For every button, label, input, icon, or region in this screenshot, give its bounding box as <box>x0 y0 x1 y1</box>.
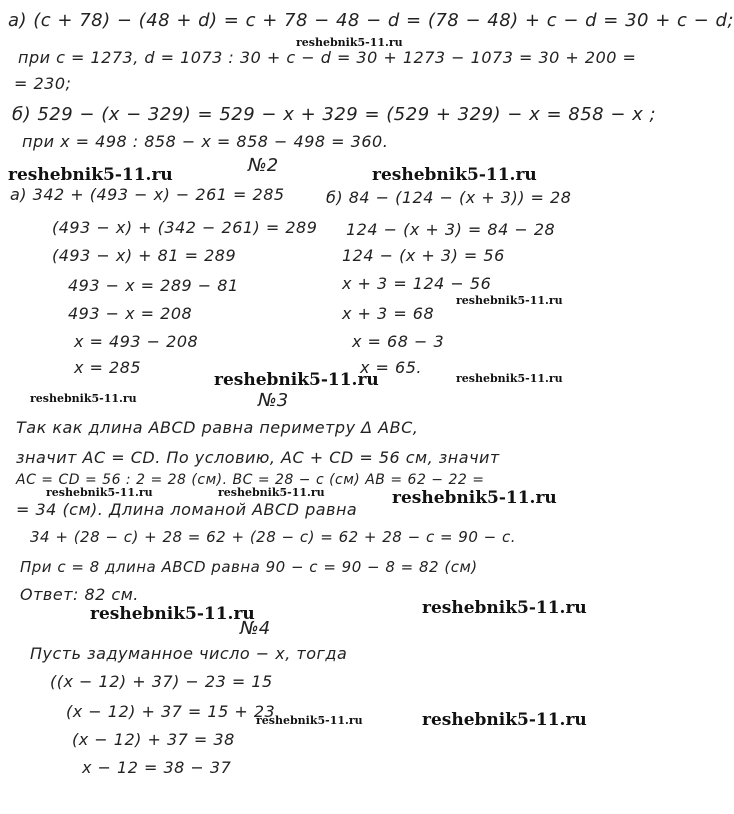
problem1-line-a3: = 230; <box>14 74 72 93</box>
problem4-line: (x − 12) + 37 = 38 <box>72 730 235 749</box>
problem2-left-line: 493 − x = 289 − 81 <box>68 276 239 295</box>
watermark: reshebnik5-11.ru <box>296 36 403 49</box>
problem2-right-line: x = 68 − 3 <box>352 332 445 351</box>
problem3-heading: №3 <box>258 390 289 411</box>
problem2-heading: №2 <box>248 155 279 176</box>
watermark: reshebnik5-11.ru <box>456 372 563 385</box>
problem2-left-line: x = 285 <box>74 358 142 377</box>
problem2-right-line: x + 3 = 124 − 56 <box>342 274 492 293</box>
watermark: reshebnik5-11.ru <box>46 486 153 499</box>
watermark: reshebnik5-11.ru <box>8 165 173 185</box>
watermark: reshebnik5-11.ru <box>214 370 379 390</box>
problem3-line: Так как длина ABCD равна периметру Δ ABC, <box>16 418 419 437</box>
watermark: reshebnik5-11.ru <box>392 488 557 508</box>
problem2-left-line: (493 − x) + (342 − 261) = 289 <box>52 218 318 237</box>
problem4-heading: №4 <box>240 618 271 639</box>
problem4-line: ((x − 12) + 37) − 23 = 15 <box>50 672 273 691</box>
problem3-line: AC = CD = 56 : 2 = 28 (см). BC = 28 − c (см) AB = 62 − 22 = <box>16 472 485 488</box>
watermark: reshebnik5-11.ru <box>90 604 255 624</box>
problem4-line: x − 12 = 38 − 37 <box>82 758 232 777</box>
watermark: reshebnik5-11.ru <box>422 598 587 618</box>
problem1-line-a: а) (c + 78) − (48 + d) = c + 78 − 48 − d = (78 − 48) + c − d = 30 + c − d; <box>8 10 734 31</box>
problem2-right-line: 124 − (x + 3) = 84 − 28 <box>346 220 556 239</box>
watermark: reshebnik5-11.ru <box>422 710 587 730</box>
problem2-left-line: (493 − x) + 81 = 289 <box>52 246 237 265</box>
problem4-line: (x − 12) + 37 = 15 + 23 <box>66 702 276 721</box>
watermark: reshebnik5-11.ru <box>456 294 563 307</box>
problem2-left-line: 493 − x = 208 <box>68 304 193 323</box>
watermark: reshebnik5-11.ru <box>30 392 137 405</box>
problem1-line-b: б) 529 − (x − 329) = 529 − x + 329 = (529 + 329) − x = 858 − x ; <box>12 104 657 125</box>
problem2-right-line: x = 65. <box>360 358 422 377</box>
problem3-line: = 34 (см). Длина ломаной ABCD равна <box>16 500 358 519</box>
watermark: reshebnik5-11.ru <box>372 165 537 185</box>
problem4-line: Пусть задуманное число − x, тогда <box>30 644 348 663</box>
problem3-line: 34 + (28 − c) + 28 = 62 + (28 − c) = 62 + 28 − c = 90 − c. <box>30 528 517 546</box>
problem2-right-line: x + 3 = 68 <box>342 304 435 323</box>
problem3-line: При c = 8 длина ABCD равна 90 − c = 90 − 8 = 82 (см) <box>20 558 478 576</box>
problem2-right-line: б) 84 − (124 − (x + 3)) = 28 <box>326 188 572 207</box>
problem1-line-a2: при c = 1273, d = 1073 : 30 + c − d = 30 + 1273 − 1073 = 30 + 200 = <box>18 48 637 67</box>
watermark: reshebnik5-11.ru <box>256 714 363 727</box>
watermark: reshebnik5-11.ru <box>218 486 325 499</box>
problem1-line-b2: при x = 498 : 858 − x = 858 − 498 = 360. <box>22 132 389 151</box>
problem3-line: значит AC = CD. По условию, AC + CD = 56 см, значит <box>16 448 500 467</box>
problem2-left-line: x = 493 − 208 <box>74 332 199 351</box>
problem2-left-line: а) 342 + (493 − x) − 261 = 285 <box>10 185 285 204</box>
problem2-right-line: 124 − (x + 3) = 56 <box>342 246 505 265</box>
problem3-answer: Ответ: 82 см. <box>20 585 139 604</box>
